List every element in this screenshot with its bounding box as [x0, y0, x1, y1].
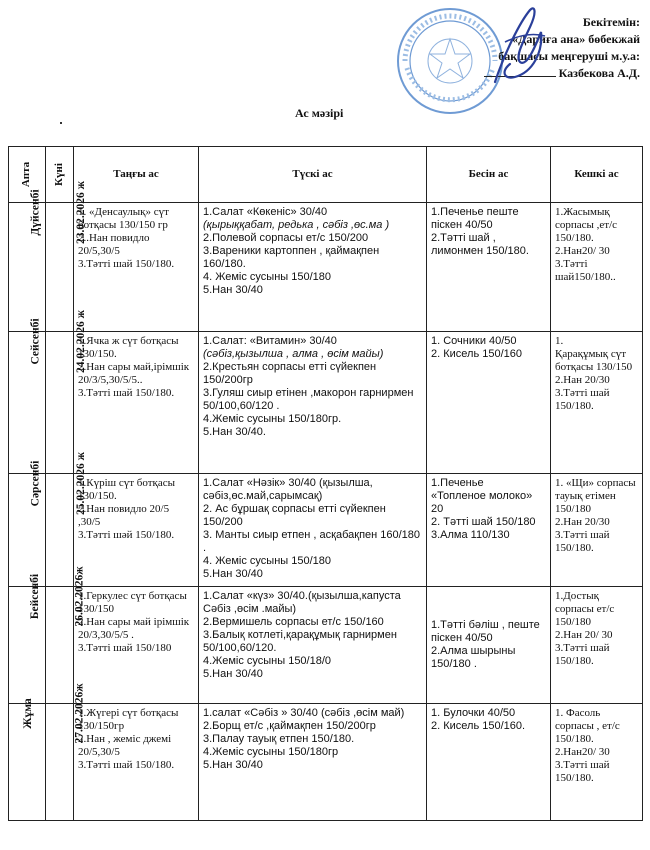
date-cell: 26.02.2026ж: [46, 587, 74, 704]
snack-cell: 1.Печенье пеште піскен 40/50 2.Тәтті шай , лимонмен 150/180.: [427, 203, 551, 332]
breakfast-cell: 1.Ячка ж сүт ботқасы 130/150. 2.Нан сары май,ірімшік 20/3/5,30/5/5.. 3.Тәтті шай 150/180.: [74, 332, 199, 474]
table-row: [9, 332, 643, 474]
day-cell: Сейсенбі: [9, 332, 46, 474]
lunch-cell: 1.салат «Сәбіз » 30/40 (сәбіз ,өсім май) 2.Борщ ет/с ,қаймақпен 150/200гр 3.Палау тауық етпен 150/180. 4.Жеміс сусыны 150/180гр 5.Нан 30/40: [199, 704, 427, 821]
snack-cell: 1. Сочники 40/50 2. Кисель 150/160: [427, 332, 551, 474]
day-cell: Дүйсенбі: [9, 203, 46, 332]
day-cell: Сәрсенбі: [9, 474, 46, 587]
header-lunch: Түскі ас: [199, 147, 427, 203]
table-row: [9, 704, 643, 821]
day-cell: Бейсенбі: [9, 587, 46, 704]
day-cell: Жұма: [9, 704, 46, 821]
breakfast-cell: 1.Күріш сүт ботқасы 130/150. 2.Нан повидло 20/5 ,30/5 3.Тәтті шәй 150/180.: [74, 474, 199, 587]
date-cell: 24.02.2026 ж: [46, 332, 74, 474]
breakfast-cell: 1. «Денсаулық» сүт ботқасы 130/150 гр 2..Нан повидло 20/5,30/5 3.Тәтті шай 150/180.: [74, 203, 199, 332]
signature-mark: [475, 2, 555, 92]
lunch-cell: 1.Салат «Көкеніс» 30/40 (қырыққабат, редька , сәбіз ,өс.ма ) 2.Полевой сорпасы ет/с 150/200 3.Вареники картоппен , қаймақпен 160/180. 4. Жеміс сусыны 150/180 5.Нан 30/40: [199, 203, 427, 332]
header-date: Күні: [46, 147, 74, 203]
table-row: [9, 474, 643, 587]
table-row: [9, 203, 643, 332]
lunch-cell: 1.Салат «күз» 30/40.(қызылша,капуста Сәбіз ,өсім .майы) 2.Вермишель сорпасы ет/с 150/160 3.Балық котлеті,қарақұмық гарнирмен 50/100,60/120. 4.Жеміс сусыны 150/18/0 5.Нан 30/40: [199, 587, 427, 704]
manager-position: бақшасы меңгеруші м.у.а:: [498, 49, 640, 63]
date-cell: 23.02.2026 ж: [46, 203, 74, 332]
date-cell: 27.02.2026ж: [46, 704, 74, 821]
table-row: [9, 587, 643, 704]
lunch-cell: 1.Салат: «Витамин» 30/40 (сәбіз,қызылша , алма , өсім майы) 2.Крестьян сорпасы етті сүйекпен 150/200гр 3.Гуляш сиыр етінен ,макорон гарнирмен 50/100,60/120 . 4.Жеміс сусыны 150/180гр. 5.Нан 30/40.: [199, 332, 427, 474]
dinner-cell: 1. Қарақұмық сүт ботқасы 130/150 2.Нан 20/30 3.Тәтті шай 150/180.: [551, 332, 643, 474]
weekly-menu-table: [8, 146, 643, 821]
stray-dot: [60, 122, 62, 124]
approval-title: Бекітемін:: [582, 15, 640, 29]
kindergarten-name: «Дариға ана» бөбекжай: [512, 32, 640, 46]
header-breakfast: Таңғы ас: [74, 147, 199, 203]
menu-title: Ас мәзірі: [295, 106, 344, 120]
breakfast-cell: 1.Жүгері сүт ботқасы 130/150гр 2.Нан , жеміс джемі 20/5,30/5 3.Тәтті шай 150/180.: [74, 704, 199, 821]
dinner-cell: 1.Жасымық сорпасы ,ет/с 150/180. 2.Нан20/ 30 3.Тәтті шай150/180..: [551, 203, 643, 332]
snack-cell: 1.Печенье «Топленое молоко» 20 2. Тәтті шай 150/180 3.Алма 110/130: [427, 474, 551, 587]
lunch-cell: 1.Салат «Нәзік» 30/40 (қызылша, сәбіз,өс.май,сарымсақ) 2. Ас бұршақ сорпасы етті сүйекпен 150/200 3. Манты сиыр етпен , асқабақпен 160/180 . 4. Жеміс сусыны 150/180 5.Нан 30/40: [199, 474, 427, 587]
header-snack: Бесін ас: [427, 147, 551, 203]
dinner-cell: 1. «Щи» сорпасы тауық етімен 150/180 2.Нан 20/30 3.Тәтті шай 150/180.: [551, 474, 643, 587]
header-week: Апта: [9, 147, 46, 203]
date-cell: 25.02.2026 ж: [46, 474, 74, 587]
dinner-cell: 1. Фасоль сорпасы , ет/с 150/180. 2.Нан20/ 30 3.Тәтті шай 150/180.: [551, 704, 643, 821]
snack-cell: 1. Булочки 40/50 2. Кисель 150/160.: [427, 704, 551, 821]
snack-cell: 1.Тәтті бәліш , пеште піскен 40/50 2.Алма шырыны 150/180 .: [427, 587, 551, 704]
breakfast-cell: 1.Геркулес сүт ботқасы 130/150 2.Нан сары май ірімшік 20/3,30/5/5 . 3.Тәтті шай 150/180: [74, 587, 199, 704]
manager-name: Казбекова А.Д.: [558, 66, 640, 80]
dinner-cell: 1.Достық сорпасы ет/с 150/180 2.Нан 20/ 30 3.Тәтті шай 150/180.: [551, 587, 643, 704]
header-dinner: Кешкі ас: [551, 147, 643, 203]
table-header-row: [9, 147, 643, 203]
